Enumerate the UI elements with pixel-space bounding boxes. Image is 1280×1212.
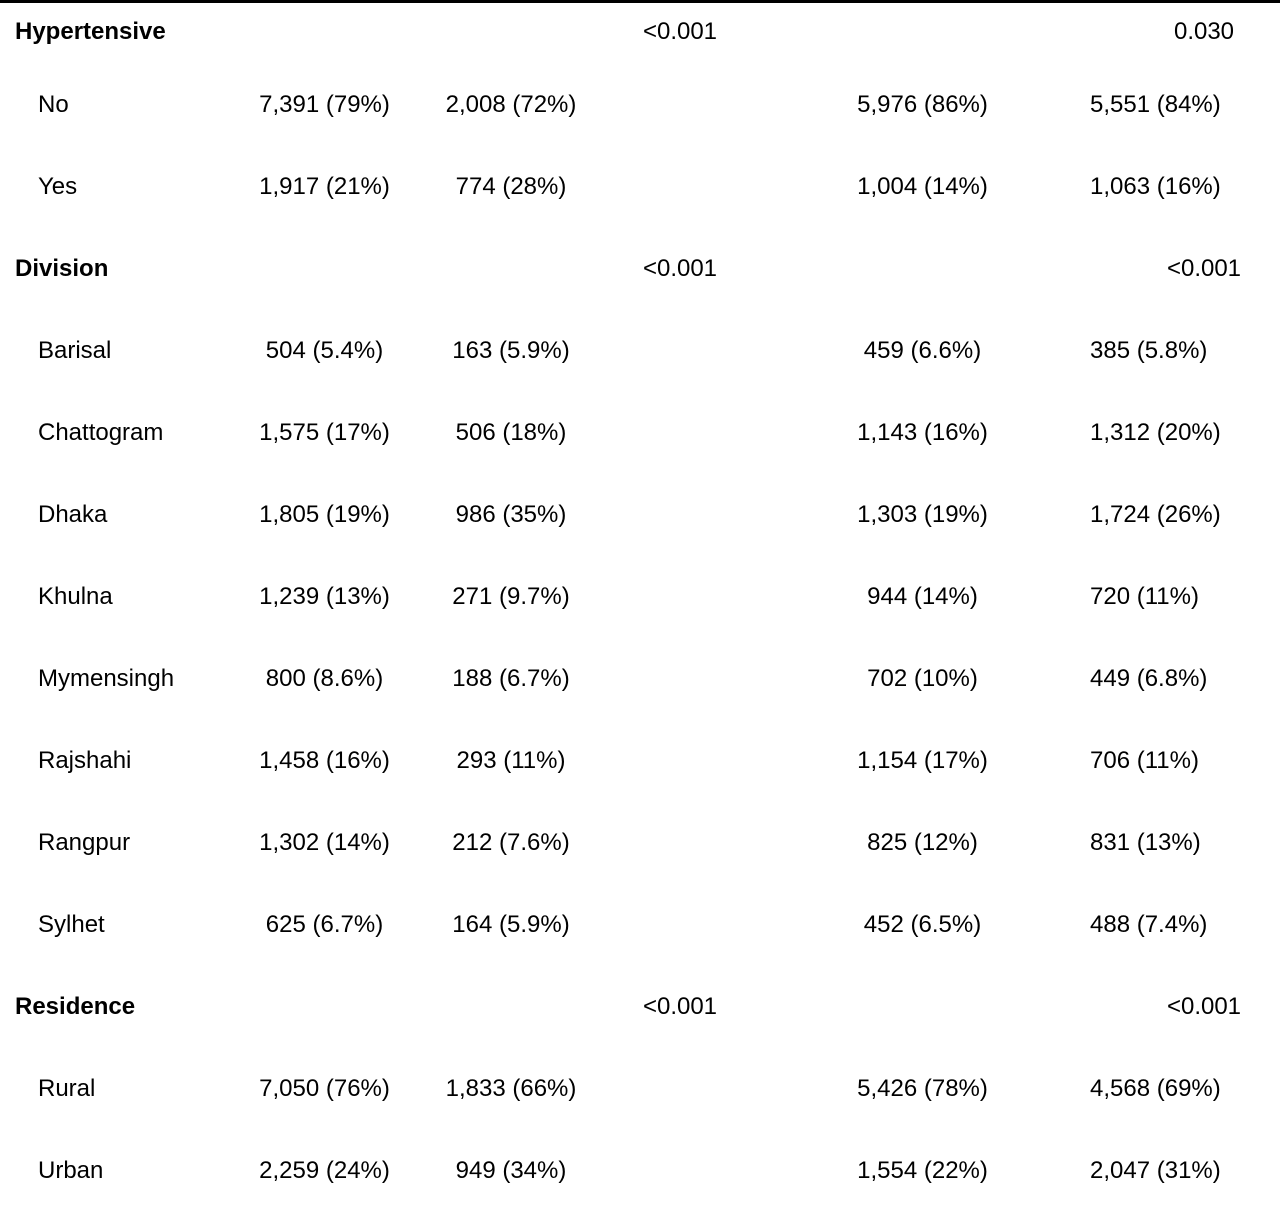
cell: 720 (11%) (1090, 583, 1199, 610)
cell (755, 228, 1090, 310)
p-value-cell: <0.001 (1166, 993, 1242, 1020)
cell (605, 392, 755, 474)
cell: 1,239 (13%) (259, 583, 390, 610)
cell: 944 (14%) (867, 583, 978, 610)
table-row (0, 720, 1280, 802)
p-value-cell: <0.001 (642, 993, 718, 1020)
cell (605, 1048, 755, 1130)
cell (605, 884, 755, 966)
cell: 1,063 (16%) (1090, 173, 1221, 200)
cell: 986 (35%) (455, 501, 567, 528)
table-row (0, 1130, 1280, 1212)
cell (1090, 966, 1128, 1048)
cell: 506 (18%) (455, 419, 567, 446)
cell (605, 638, 755, 720)
cell: 1,154 (17%) (857, 747, 988, 774)
cell: 774 (28%) (455, 173, 567, 200)
p-value-cell: <0.001 (1166, 255, 1242, 282)
cell: 1,143 (16%) (857, 419, 988, 446)
table-row (0, 64, 1280, 146)
row-label: Chattogram (38, 419, 164, 446)
cell: 7,050 (76%) (259, 1075, 390, 1102)
table-row (0, 884, 1280, 966)
cell: 488 (7.4%) (1090, 911, 1208, 938)
cell (1090, 0, 1128, 64)
table-row (0, 0, 1280, 64)
cell: 1,302 (14%) (259, 829, 390, 856)
p-value-cell: <0.001 (642, 18, 718, 45)
row-label: Dhaka (38, 501, 108, 528)
p-value-cell: 0.030 (1173, 18, 1235, 45)
cell: 1,312 (20%) (1090, 419, 1221, 446)
cell (755, 966, 1090, 1048)
cell: 1,833 (66%) (445, 1075, 577, 1102)
table-row (0, 556, 1280, 638)
table-row (0, 392, 1280, 474)
cell (605, 720, 755, 802)
row-label: Urban (38, 1157, 104, 1184)
cell: 831 (13%) (1090, 829, 1201, 856)
cell: 800 (8.6%) (265, 665, 384, 692)
cell: 702 (10%) (867, 665, 978, 692)
cell: 5,426 (78%) (857, 1075, 988, 1102)
cell: 1,805 (19%) (259, 501, 390, 528)
cell (605, 474, 755, 556)
row-label: Barisal (38, 337, 112, 364)
cell: 2,047 (31%) (1090, 1157, 1221, 1184)
cell (605, 1130, 755, 1212)
cell: 1,004 (14%) (857, 173, 988, 200)
cell: 1,724 (26%) (1090, 501, 1221, 528)
table-row (0, 638, 1280, 720)
group-label: Residence (15, 993, 136, 1020)
group-label: Hypertensive (15, 18, 166, 45)
cell: 2,008 (72%) (445, 91, 577, 118)
cell: 452 (6.5%) (863, 911, 982, 938)
cell: 459 (6.6%) (863, 337, 982, 364)
table-row (0, 474, 1280, 556)
table-row (0, 228, 1280, 310)
cell (232, 228, 417, 310)
cell (417, 228, 605, 310)
cell (417, 966, 605, 1048)
cell: 1,575 (17%) (259, 419, 390, 446)
row-label: Yes (38, 173, 78, 200)
cell (755, 0, 1090, 64)
cell (417, 0, 605, 64)
cell: 5,976 (86%) (857, 91, 988, 118)
cell: 625 (6.7%) (265, 911, 384, 938)
cell: 2,259 (24%) (259, 1157, 390, 1184)
cell (232, 0, 417, 64)
group-label: Division (15, 255, 109, 282)
table-row (0, 1048, 1280, 1130)
table-row (0, 966, 1280, 1048)
cell (1090, 228, 1128, 310)
cell: 825 (12%) (867, 829, 978, 856)
cell (232, 966, 417, 1048)
cell: 949 (34%) (455, 1157, 567, 1184)
cell: 164 (5.9%) (452, 911, 570, 938)
cell: 4,568 (69%) (1090, 1075, 1221, 1102)
p-value-cell: <0.001 (642, 255, 718, 282)
cell: 212 (7.6%) (452, 829, 570, 856)
row-label: Rural (38, 1075, 96, 1102)
cell (605, 146, 755, 228)
cell: 7,391 (79%) (259, 91, 390, 118)
cell (605, 64, 755, 146)
cell: 706 (11%) (1090, 747, 1199, 774)
table-row (0, 310, 1280, 392)
cell: 1,554 (22%) (857, 1157, 988, 1184)
cell: 188 (6.7%) (452, 665, 570, 692)
cell (605, 802, 755, 884)
cell: 504 (5.4%) (265, 337, 384, 364)
cell (605, 310, 755, 392)
cell (605, 556, 755, 638)
row-label: Sylhet (38, 911, 105, 938)
cell: 163 (5.9%) (452, 337, 570, 364)
cell: 1,917 (21%) (259, 173, 390, 200)
row-label: No (38, 91, 69, 118)
cell: 5,551 (84%) (1090, 91, 1221, 118)
cell: 385 (5.8%) (1090, 337, 1208, 364)
row-label: Rajshahi (38, 747, 132, 774)
cell: 271 (9.7%) (452, 583, 570, 610)
cell: 449 (6.8%) (1090, 665, 1208, 692)
row-label: Rangpur (38, 829, 131, 856)
cell: 1,303 (19%) (857, 501, 988, 528)
table-row (0, 802, 1280, 884)
row-label: Khulna (38, 583, 113, 610)
table-row (0, 146, 1280, 228)
cell: 1,458 (16%) (259, 747, 390, 774)
cell: 293 (11%) (456, 747, 566, 774)
row-label: Mymensingh (38, 665, 175, 692)
